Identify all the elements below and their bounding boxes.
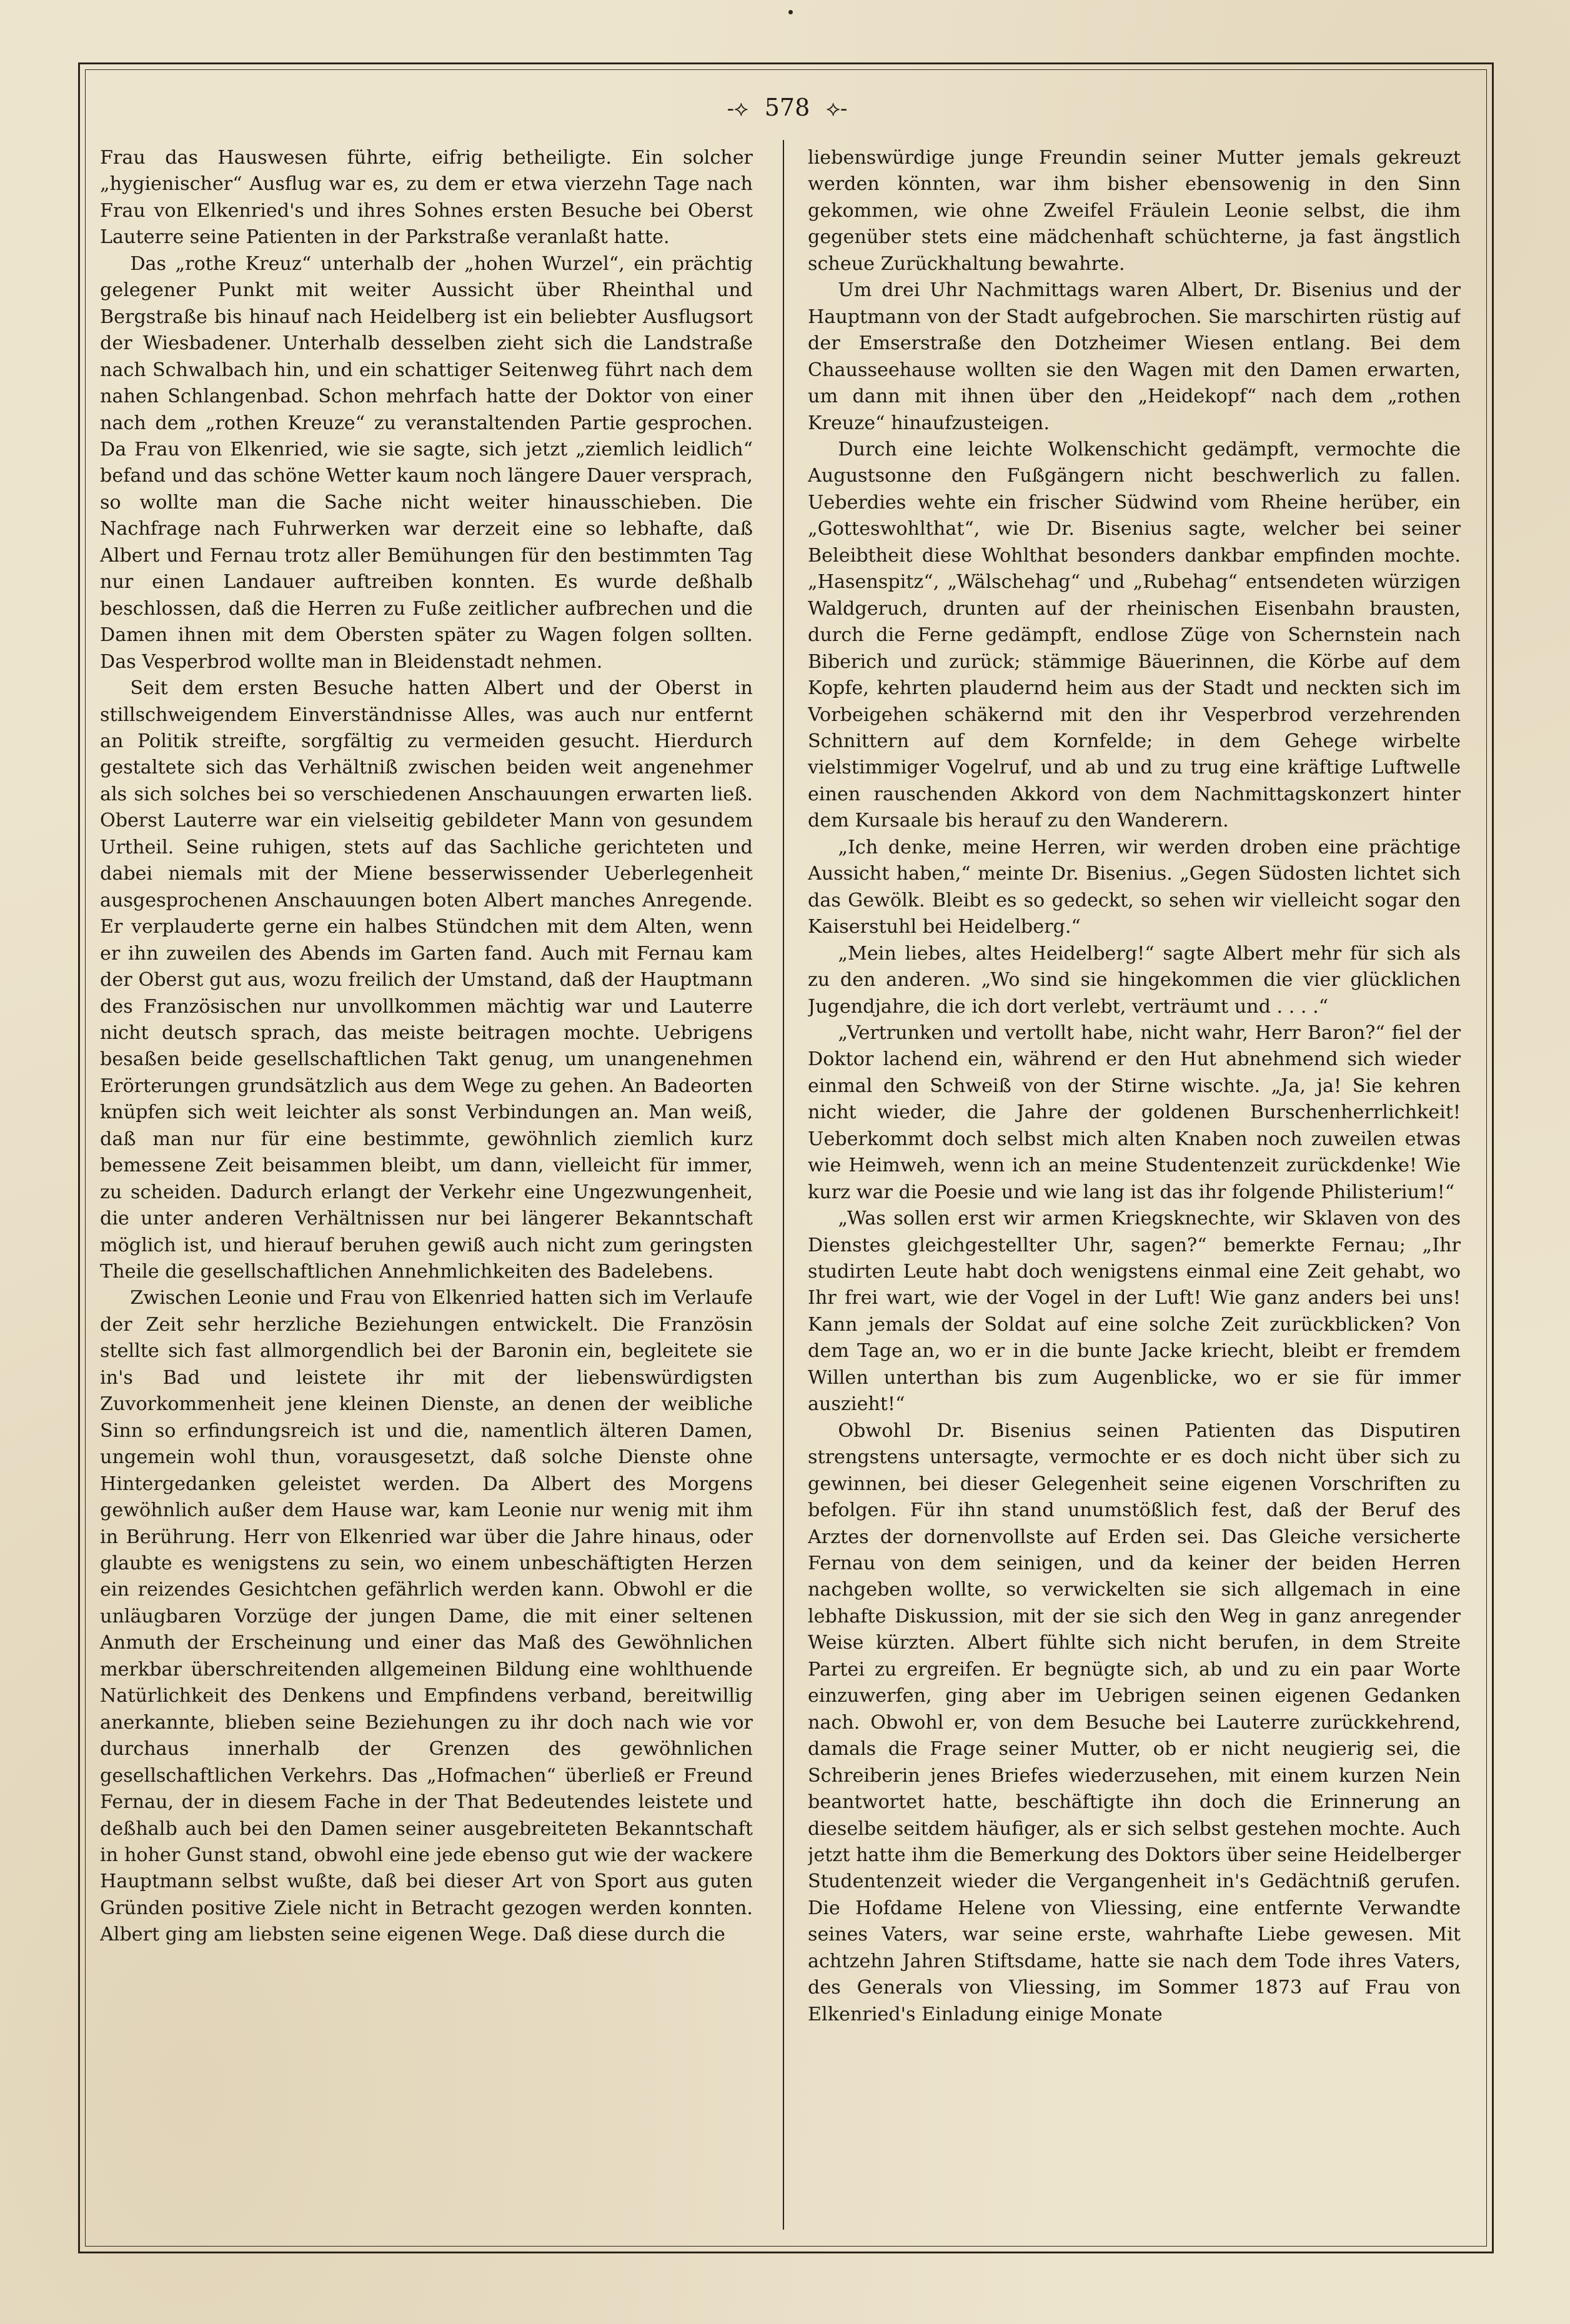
column-divider [783,140,784,2230]
ornament-right-icon: ⟡- [826,96,848,121]
paragraph: „Ich denke, meine Herren, wir werden droben eine prächtige Aussicht haben,“ meinte Dr. Bisenius. „Gegen Südosten lichtet sich das Gewölk. Bleibt es so gedeckt, so sehen wir vielleicht sogar den Kaiserstuhl bei Heidelberg.“ [808,836,1461,938]
page-number: 578 [764,94,810,121]
paragraph: Das „rothe Kreuz“ unterhalb der „hohen Wurzel“, ein prächtig gelegener Punkt mit weiter Aussicht über Rheinthal und Bergstraße bis hinauf nach Heidelberg ist ein beliebter Ausflugsort der Wiesbadener. Unterhalb desselben zieht sich die Landstraße nach Schwalbach hin, und ein schattiger Seitenweg führt nach dem nahen Schlangenbad. Schon mehrfach hatte der Doktor von einer nach dem „rothen Kreuze“ zu veranstaltenden Partie gesprochen. Da Frau von Elkenried, wie sie sagte, sich jetzt „ziemlich leidlich“ befand und das schöne Wetter kaum noch längere Dauer versprach, so wollte man die Sache nicht weiter hinausschieben. Die Nachfrage nach Fuhrwerken war derzeit eine so lebhafte, daß Albert und Fernau trotz aller Bemühungen für den bestimmten Tag nur einen Landauer auftreiben konnten. Es wurde deßhalb beschlossen, daß die Herren zu Fuße zeitlicher aufbrechen und die Damen ihnen mit dem Obersten später zu Wagen folgen sollten. Das Vesperbrod wollte man in Bleidenstadt nehmen. [100,252,753,673]
paragraph: „Was sollen erst wir armen Kriegsknechte, wir Sklaven von des Dienstes gleichgestellter Uhr, sagen?“ bemerkte Fernau; „Ihr studirten Leute habt doch wenigstens einmal eine Zeit gehabt, wo Ihr frei wart, wie der Vogel in der Luft! Wie ganz anders bei uns! Kann jemals der Soldat auf eine solche Zeit zurückblicken? Von dem Tage an, wo er in die bunte Jacke kriecht, bleibt er fremdem Willen unterthan bis zum Augenblicke, wo er sie für immer auszieht!“ [808,1208,1461,1416]
paragraph: Frau das Hauswesen führte, eifrig betheiligte. Ein solcher „hygienischer“ Ausflug war es, zu dem er etwa vierzehn Tage nach Frau von Elkenried's und ihres Sohnes ersten Besuche bei Oberst Lauterre seine Patienten in der Parkstraße veranlaßt hatte. [100,147,753,249]
left-column [100,145,753,2225]
paragraph: Seit dem ersten Besuche hatten Albert und der Oberst in stillschweigendem Einverständnisse Alles, was auch nur entfernt an Politik streifte, sorgfältig zu vermeiden gesucht. Hierdurch gestaltete sich das Verhältniß zwischen beiden weit angenehmer als sich solches bei so verschiedenen Anschauungen erwarten ließ. Oberst Lauterre war ein vielseitig gebildeter Mann von gesundem Urtheil. Seine ruhigen, stets auf das Sachliche gerichteten und dabei niemals mit der Miene besserwissender Ueberlegenheit ausgesprochenen Anschauungen boten Albert manches Anregende. Er verplauderte gerne ein halbes Stündchen mit dem Alten, wenn er ihn zuweilen des Abends im Garten fand. Auch mit Fernau kam der Oberst gut aus, wozu freilich der Umstand, daß der Hauptmann des Französischen nur unvollkommen mächtig war und Lauterre nicht deutsch sprach, das meiste beitragen mochte. Uebrigens besaßen beide gesellschaftlichen Takt genug, um unangenehmen Erörterungen grundsätzlich aus dem Wege zu gehen. An Badeorten knüpfen sich weit leichter als sonst Verbindungen an. Man weiß, daß man nur für eine bestimmte, gewöhnlich ziemlich kurz bemessene Zeit beisammen bleibt, um dann, vielleicht für immer, zu scheiden. Dadurch erlangt der Verkehr eine Ungezwungenheit, die unter anderen Verhältnissen nur bei längerer Bekanntschaft möglich ist, und hierauf beruhen gewiß auch nicht zum geringsten Theile die gesellschaftlichen Annehmlichkeiten des Badelebens. [100,677,753,1283]
paragraph: liebenswürdige junge Freundin seiner Mutter jemals gekreuzt werden könnten, war ihm bisher ebensowenig in den Sinn gekommen, wie ohne Zweifel Fräulein Leonie selbst, die ihm gegenüber stets eine mädchenhaft schüchterne, ja fast ängstlich scheue Zurückhaltung bewahrte. [808,147,1461,275]
page-number-header [687,91,887,124]
paragraph: Zwischen Leonie und Frau von Elkenried hatten sich im Verlaufe der Zeit sehr herzliche Beziehungen entwickelt. Die Französin stellte sich fast allmorgendlich bei der Baronin ein, begleitete sie in's Bad und leistete ihr mit der liebenswürdigsten Zuvorkommenheit jene kleinen Dienste, an denen der weibliche Sinn so erfindungsreich ist und die, namentlich älteren Damen, ungemein wohl thun, vorausgesetzt, daß solche Dienste ohne Hintergedanken geleistet werden. Da Albert des Morgens gewöhnlich außer dem Hause war, kam Leonie nur wenig mit ihm in Berührung. Herr von Elkenried war über die Jahre hinaus, oder glaubte es wenigstens zu sein, wo einem unbeschäftigten Herzen ein reizendes Gesichtchen gefährlich werden kann. Obwohl er die unläugbaren Vorzüge der jungen Dame, die mit einer seltenen Anmuth der Erscheinung und einer das Maß des Gewöhnlichen merkbar überschreitenden allgemeinen Bildung eine wohlthuende Natürlichkeit des Denkens und Empfindens verband, bereitwillig anerkannte, blieben seine Beziehungen zu ihr doch nach wie vor durchaus innerhalb der Grenzen des gewöhnlichen gesellschaftlichen Verkehrs. Das „Hofmachen“ überließ er Freund Fernau, der in diesem Fache in der That Bedeutendes leistete und deßhalb auch bei den Damen seiner ausgebreiteten Bekanntschaft in hoher Gunst stand, obwohl eine jede ebenso gut wie der wackere Hauptmann selbst wußte, daß bei dieser Art von Sport aus guten Gründen positive Ziele nicht in Betracht gezogen werden konnten. Albert ging am liebsten seine eigenen Wege. Daß diese durch die [100,1287,753,1946]
paragraph: Um drei Uhr Nachmittags waren Albert, Dr. Bisenius und der Hauptmann von der Stadt aufgebrochen. Sie marschirten rüstig auf der Emserstraße den Dotzheimer Wiesen entlang. Bei dem Chausseehause wollten sie den Wagen mit den Damen erwarten, um dann mit ihnen über den „Heidekopf“ nach dem „rothen Kreuze“ hinaufzusteigen. [808,279,1461,434]
paragraph: Durch eine leichte Wolkenschicht gedämpft, vermochte die Augustsonne den Fußgängern nicht beschwerlich zu fallen. Ueberdies wehte ein frischer Südwind vom Rheine herüber, ein „Gotteswohlthat“, wie Dr. Bisenius sagte, welcher bei seiner Beleibtheit diese Wohlthat besonders dankbar empfinden mochte. „Hasenspitz“, „Wälschehag“ und „Rubehag“ entsendeten würzigen Waldgeruch, drunten auf der rheinischen Eisenbahn brausten, durch die Ferne gedämpft, endlose Züge von Schernstein nach Biberich und zurück; stämmige Bäuerinnen, die Körbe auf dem Kopfe, kehrten plaudernd heim aus der Stadt und neckten sich im Vorbeigehen schäkernd mit den ihr Vesperbrod verzehrenden Schnittern auf dem Kornfelde; in dem Gehege wirbelte vielstimmiger Vogelruf, und ab und zu trug eine kräftige Luftwelle einen rauschenden Akkord von dem Nachmittagskonzert hinter dem Kursaale bis herauf zu den Wanderern. [808,438,1461,832]
ornament-left-icon: -⟡ [727,96,748,121]
right-column [808,145,1461,2225]
paragraph: „Vertrunken und vertollt habe, nicht wahr, Herr Baron?“ fiel der Doktor lachend ein, während er den Hut abnehmend sich wieder einmal den Schweiß von der Stirne wischte. „Ja, ja! Sie kehren nicht wieder, die Jahre der goldenen Burschenherrlichkeit! Ueberkommt doch selbst mich alten Knaben noch zuweilen etwas wie Heimweh, wenn ich an meine Studentenzeit zurückdenke! Wie kurz war die Poesie und wie lang ist das ihr folgende Philisterium!“ [808,1021,1461,1203]
print-dot [788,10,793,14]
paragraph: „Mein liebes, altes Heidelberg!“ sagte Albert mehr für sich als zu den anderen. „Wo sind sie hingekommen die vier glücklichen Jugendjahre, die ich dort verlebt, verträumt und . . . .“ [808,942,1461,1018]
paragraph: Obwohl Dr. Bisenius seinen Patienten das Disputiren strengstens untersagte, vermochte er es doch nicht über sich zu gewinnen, bei dieser Gelegenheit seine eigenen Vorschriften zu befolgen. Für ihn stand unumstößlich fest, daß der Beruf des Arztes der dornenvollste auf Erden sei. Das Gleiche versicherte Fernau von dem seinigen, und da keiner der beiden Herren nachgeben wollte, so verwickelten sie sich allgemach in eine lebhafte Diskussion, mit der sie sich den Weg in ganz anregender Weise kürzten. Albert fühlte sich nicht berufen, in dem Streite Partei zu ergreifen. Er begnügte sich, ab und zu ein paar Worte einzuwerfen, ging aber im Uebrigen seinen eigenen Gedanken nach. Obwohl er, von dem Besuche bei Lauterre zurückkehrend, damals die Frage seiner Mutter, ob er nicht neugierig sei, die Schreiberin jenes Briefes wiederzusehen, mit einem kurzen Nein beantwortet hatte, beschäftigte ihn doch die Erinnerung an dieselbe seitdem häufiger, als er sich selbst gestehen mochte. Auch jetzt hatte ihm die Bemerkung des Doktors über seine Heidelberger Studentenzeit wieder die Vergangenheit in's Gedächtniß gerufen. Die Hofdame Helene von Vliessing, eine entfernte Verwandte seines Vaters, war seine erste, wahrhafte Liebe gewesen. Mit achtzehn Jahren Stiftsdame, hatte sie nach dem Tode ihres Vaters, des Generals von Vliessing, im Sommer 1873 auf Frau von Elkenried's Einladung einige Monate [808,1419,1461,2025]
